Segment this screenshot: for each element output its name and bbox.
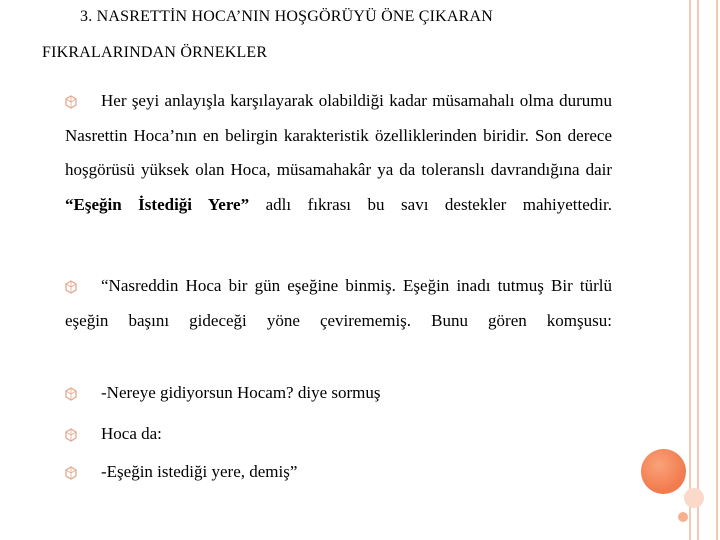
accent-circle bbox=[641, 449, 686, 494]
paragraph-1 bbox=[65, 84, 612, 222]
bullet-icon bbox=[64, 428, 78, 442]
paragraph-1-story-title: “Eşeğin İstediği Yere” bbox=[65, 194, 250, 214]
bullet-icon bbox=[64, 466, 78, 480]
accent-circle-small bbox=[684, 488, 704, 508]
paragraph-2 bbox=[65, 269, 612, 338]
frame-line-outer bbox=[689, 0, 691, 540]
paragraph-1-text-a: Her şeyi anlayışla karşılayarak olabildiği kadar müsamahalı olma durumu Nasrettin Hoca’nın en belirgin karakteristik özelliklerinden biridir. Son derece hoşgörüsü yüksek olan Hoca, müsamahakâr ya da toleranslı davrandığına dair bbox=[65, 91, 612, 179]
slide-title-line2: FIKRALARINDAN ÖRNEKLER bbox=[42, 44, 268, 61]
frame-line-inner bbox=[697, 0, 699, 540]
dialogue-line-3: -Eşeğin istediği yere, demiş” bbox=[101, 462, 298, 481]
paragraph-2-text: “Nasreddin Hoca bir gün eşeğine binmiş. Eşeğin inadı tutmuş Bir türlü eşeğin başını gideceği yöne çevirememiş. Bunu gören komşusu: bbox=[65, 276, 612, 330]
paragraph-1-text-b: adlı fıkrası bu savı destekler mahiyettedir. bbox=[249, 194, 612, 214]
bullet-icon bbox=[64, 387, 78, 401]
dialogue-line-2: Hoca da: bbox=[101, 424, 162, 443]
dialogue-line-1: -Nereye gidiyorsun Hocam? diye sormuş bbox=[101, 383, 381, 402]
accent-circle-tiny bbox=[678, 512, 688, 522]
slide-title-line1: 3. NASRETTİN HOCA’NIN HOŞGÖRÜYÜ ÖNE ÇIKARAN bbox=[80, 8, 494, 25]
frame-line-right bbox=[716, 0, 718, 540]
